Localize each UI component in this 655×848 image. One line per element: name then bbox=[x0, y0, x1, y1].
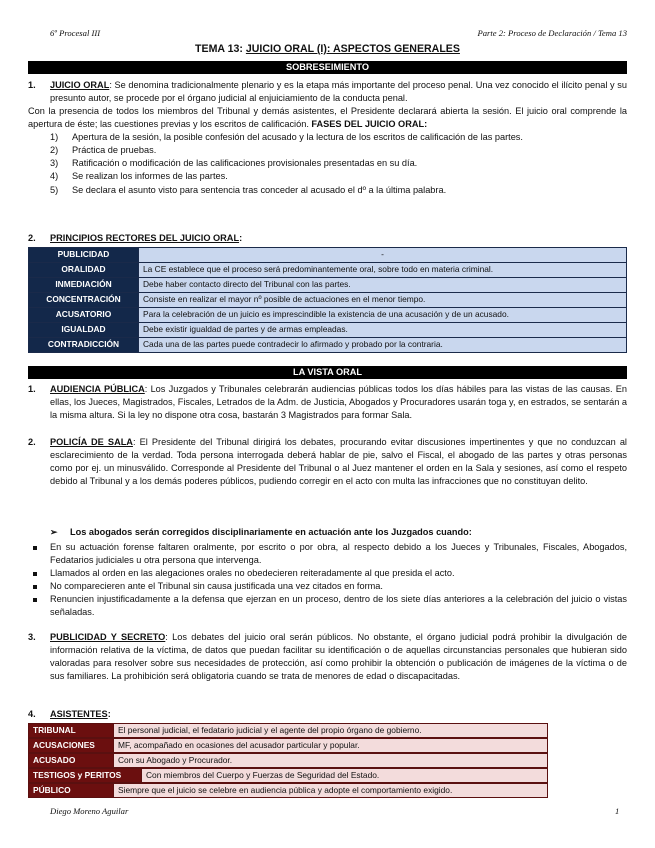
item-juicio-oral: 1. JUICIO ORAL: Se denomina tradicionalmente plenario y es la etapa más importante del proceso penal. Una vez conocido el ilícito penal y su presunto autor, se procede por el órgano judicial al enjuiciamiento de la conducta penal. Con la presencia de todos los miembros del Tribunal y demás asistentes, el Presidente declarará abierta la sesión. El juicio oral comprende la apertura de éste; las cuestiones previas y los escritos de calificación. FASES DEL JUICIO ORAL: 1) Apertura de la sesión, la posible confesión del acusado y la lectura de los escritos de calificación de las partes. 2) Práctica de pruebas. 3) Ratificación o modificación de las calificaciones provisionales presentadas en su día. 4) Se realizan los informes de las partes. 5) Se declara el asunto visto para sentencia tras conceder al acusado el dº a la última palabra. bbox=[28, 79, 627, 197]
item-principios: 2. PRINCIPIOS RECTORES DEL JUICIO ORAL: bbox=[28, 233, 243, 243]
table-row: IGUALDAD Debe existir igualdad de partes y de armas empleadas. bbox=[29, 323, 627, 338]
item-asistentes: 4. ASISTENTES: bbox=[28, 709, 111, 719]
footer-author: Diego Moreno Aguilar bbox=[50, 806, 129, 816]
section-bar-vista-oral: LA VISTA ORAL bbox=[28, 366, 627, 379]
page-number: 1 bbox=[615, 806, 620, 816]
list-item: 2) Práctica de pruebas. bbox=[50, 145, 157, 156]
table-row: CONCENTRACIÓN Consiste en realizar el mayor nº posible de actuaciones en el menor tiempo. bbox=[29, 293, 627, 308]
list-item: 5) Se declara el asunto visto para sentencia tras conceder al acusado el dº a la última palabra. bbox=[50, 184, 447, 195]
table-row: ACUSATORIO Para la celebración de un juicio es imprescindible la existencia de una acusación y de un acusado. bbox=[29, 308, 627, 323]
table-row: TESTIGOS y PERITOS Con miembros del Cuerpo y Fuerzas de Seguridad del Estado. bbox=[29, 769, 548, 783]
table-row: CONTRADICCIÓN Cada una de las partes puede contradecir lo afirmado y probado por la contraria. bbox=[29, 338, 627, 353]
item-policia: 2. POLICÍA DE SALA: El Presidente del Tribunal dirigirá los debates, procurando evitar discusiones impertinentes y que no conduzcan al esclarecimiento de la verdad. Toda persona interrogada deberá hablar de pie, salvo el Fiscal, el abogado de las partes y otras personas como por ej. un minusválido. Corresponde al Presidente del Tribunal o al Juez mantener el orden en la Sala y sesiones, así como el respeto debido al Tribunal y a los demás poderes públicos, pudiendo corregir en el acto con multa las infracciones que no constituyan delito. bbox=[28, 437, 627, 487]
item-publicidad: 3. PUBLICIDAD Y SECRETO: Los debates del juicio oral serán públicos. No obstante, el órgano judicial podrá prohibir la divulgación de información relativa de la víctima, de datos que puedan facilitar su identificación o de aquellas circunstancias personales que hubieran sido valoradas para resolver sobre sus necesidades de protección, así como prohibir la obtención o publicación de imágenes de la víctima o de sus familiares. La prohibición será obligatoria cuando se trata de menores de edad o discapacitadas. bbox=[28, 632, 627, 682]
item-audiencia: 1. AUDIENCIA PÚBLICA: Los Juzgados y Tribunales celebrarán audiencias públicas todos los días hábiles para las vistas de las causas. En ellas, los Jueces, Magistrados, Fiscales, Letrados de la Adm. de Justicia, Abogados y Procuradores usarán toga y, en estrados, se sentarán a la misma altura. Si la ley no dispone otra cosa, bastarán 3 Magistrados para formar Sala. bbox=[28, 384, 627, 421]
table-row: PÚBLICO Siempre que el juicio se celebre en audiencia pública y adopte el comportamiento exigido. bbox=[29, 784, 548, 798]
list-item: En su actuación forense faltaren oralmente, por escrito o por obra, al respecto debido a los Jueces y Tribunales, Fiscales, Abogados, Fedatarios judiciales u otra persona que intervenga. bbox=[28, 541, 627, 567]
table-row: PUBLICIDAD - bbox=[29, 248, 627, 263]
assistants-table bbox=[28, 723, 548, 798]
principles-table bbox=[28, 247, 627, 353]
page-title: TEMA 13: JUICIO ORAL (I): ASPECTOS GENERALES bbox=[195, 43, 460, 55]
list-item: Llamados al orden en las alegaciones orales no obedecieren reiteradamente al que presida el acto. bbox=[28, 567, 627, 580]
table-row: ORALIDAD La CE establece que el proceso será predominantemente oral, sobre todo en materia criminal. bbox=[29, 263, 627, 278]
arrow-icon: ➢ bbox=[50, 527, 58, 537]
list-item: 4) Se realizan los informes de las partes. bbox=[50, 171, 228, 182]
header-course: 6º Procesal III bbox=[50, 28, 101, 38]
list-item: Renuncien injustificadamente a la defensa que ejerzan en un proceso, dentro de los siete días anteriores a la celebración del juicio o vistas señaladas. bbox=[28, 593, 627, 619]
list-item: 1) Apertura de la sesión, la posible confesión del acusado y la lectura de los escritos de calificación de las partes. bbox=[50, 132, 523, 143]
table-row: ACUSADO Con su Abogado y Procurador. bbox=[29, 754, 548, 768]
paragraph-presence: Con la presencia de todos los miembros del Tribunal y demás asistentes, el Presidente declarará abierta la sesión. El juicio oral comprende la apertura de éste; las cuestiones previas y los escritos de calificación. FASES DEL JUICIO ORAL: bbox=[28, 106, 627, 130]
bullet-list bbox=[28, 541, 627, 619]
header-section: Parte 2: Proceso de Declaración / Tema 13 bbox=[477, 28, 627, 38]
list-item: 3) Ratificación o modificación de las calificaciones provisionales presentadas en su día. bbox=[50, 158, 418, 169]
page-header bbox=[28, 28, 627, 42]
table-row: TRIBUNAL El personal judicial, el fedatario judicial y el agente del propio órgano de gobierno. bbox=[29, 724, 548, 738]
table-row: ACUSACIONES MF, acompañado en ocasiones del acusador particular y popular. bbox=[29, 739, 548, 753]
phases-list bbox=[28, 131, 627, 196]
table-row: INMEDIACIÓN Debe haber contacto directo del Tribunal con las partes. bbox=[29, 278, 627, 293]
arrow-note: ➢ Los abogados serán corregidos disciplinariamente en actuación ante los Juzgados cuando: bbox=[28, 526, 627, 539]
list-item: No comparecieren ante el Tribunal sin causa justificada una vez citados en forma. bbox=[28, 580, 627, 593]
section-bar-sobreseimiento: SOBRESEIMIENTO bbox=[28, 61, 627, 74]
